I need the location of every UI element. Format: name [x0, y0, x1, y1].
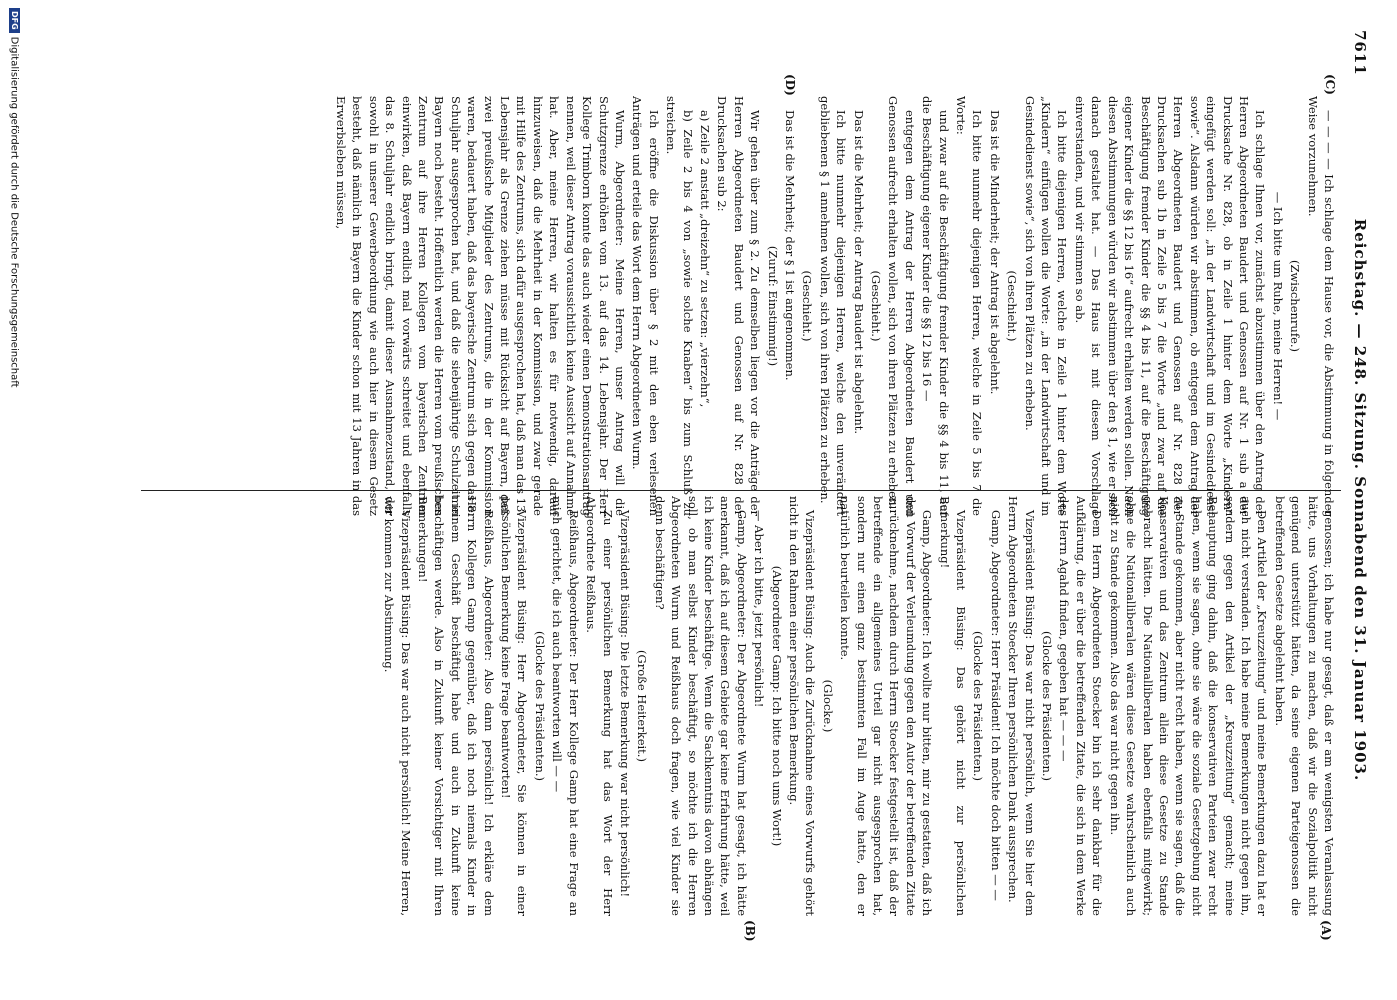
left-column-paragraph: Das ist die Minderheit; der Antrag ist abgelehnt.	[987, 110, 1002, 395]
right-column-paragraph: Gamp, Abgeordneter: Ich wollte nur bitten, mir zu gestatten, daß ich den Vorwurf der Verleumdung gegen den Autor der betreffenden Zitate zurücknehme, nachdem durch Herrn Stoecker festgestellt ist, daß der betreffende ein allgemeines Urteil gar nicht ausgesprochen hat, sondern nur einen ganz bestimmten Fall im Auge hatte, den er natürlich beurteilen konnte.	[838, 496, 935, 916]
right-column-paragraph: Reißhaus, Abgeordneter: Der Herr Kollege Gamp hat eine Frage an mich gerichtet, die ich auch beantworten will — —	[550, 496, 581, 916]
left-column-paragraph: Das ist die Mehrheit; der § 1 ist angenommen.	[783, 110, 797, 381]
right-column-paragraph: (Abgeordneter Gamp: Ich bitte noch ums Wort!)	[769, 565, 784, 847]
right-column-paragraph: Den Artikel der „Kreuzzeitung“ und meine Bemerkungen dazu hat er auch nicht verstanden. Ich habe meine Bemerkungen nicht gegen ihn, sondern gegen den Artikel der „Kreuzzeitung“ gemacht; meine Behauptung ging dahin, daß die konservativen Parteien zwar recht haben, wenn sie sagen, ohne sie wäre die soziale Gesetzgebung nicht zu Stande gekommen, aber nicht recht haben, wenn sie sagen, daß die Konservativen und das Zentrum allein diese Gesetze zu Stande gebracht hätten. Die Nationalliberalen haben ebenfalls mitgewirkt; ohne die Nationalliberalen wären diese Gesetze wahrscheinlich auch nicht zu Stande gekommen. Also das war nicht gegen ihn.	[1107, 496, 1270, 916]
left-column-paragraph: b) Zeile 2 bis 4 von „sowie solche Knaben“ bis zum Schluß zu streichen.	[664, 96, 695, 516]
left-column-paragraph: — Ich bitte um Ruhe, meine Herren! —	[1270, 191, 1285, 421]
left-column-paragraph: Ich bitte nunmehr diejenigen Herren, welche in Zeile 5 bis 7 die Worte:	[954, 96, 985, 516]
right-column-paragraph: Reißhaus, Abgeordneter: Also dann persönlich! Ich erkläre dem Herrn Kollegen Gamp gegenüber, daß ich noch niemals Kinder in meinem Geschäft beschäftigt habe und auch in Zukunft keine beschäftigen werde. Also in Zukunft keiner Vorsichtiger mit Ihren Bemerkungen!	[416, 496, 496, 916]
right-column-paragraph: Vizepräsident Büsing: Das war nicht persönlich, wenn Sie hier dem Herrn Abgeordneten Stoecker Ihren persönlichen Dank aussprechen.	[1006, 496, 1037, 916]
right-column-paragraph: (Glocke des Präsidenten.)	[532, 630, 547, 782]
right-column-paragraph: — Aber ich bitte, jetzt persönlich!	[752, 510, 767, 708]
left-column-paragraph: Wir gehen über zum § 2. Zu demselben liegen vor die Anträge der Herren Abgeordneten Baudert und Genossen auf Nr. 828 der Drucksachen sub 2:	[715, 96, 763, 516]
left-column-paragraph: Ich eröffne die Diskussion über § 2 mit den eben verlesenen Anträgen und erteile das Wort dem Herrn Abgeordneten Wurm.	[630, 96, 661, 516]
right-column-paragraph: (Glocke des Präsidenten.)	[971, 630, 986, 782]
left-column-paragraph: a) Zeile 2 anstatt „dreizehn“ zu setzen: „vierzehn“,	[697, 110, 712, 408]
right-text-column	[157, 496, 1337, 916]
right-column-paragraph: Zu einer persönlichen Bemerkung hat das Wort der Herr Abgeordnete Reißhaus.	[584, 496, 615, 916]
margin-marker-d: (D)	[783, 74, 797, 96]
left-column-paragraph: Das ist die Mehrheit; der Antrag Baudert ist abgelehnt.	[851, 110, 866, 435]
right-column-paragraph: Vizepräsident Büsing: Die letzte Bemerkung war nicht persönlich!	[617, 510, 632, 898]
margin-marker-c: (C)	[1323, 74, 1337, 95]
left-column-paragraph: Ich schlage Ihnen vor, zunächst abzustimmen über den Antrag der Herren Abgeordneten Baudert und Genossen auf Nr. 1 sub a der Drucksache Nr. 828, ob in Zeile 1 hinter dem Worte „Kindern“ eingefügt werden soll: „in der Landwirtschaft und im Gesindedienst sowie“. Alsdann würden wir abstimmen, ob entgegen dem Antrag der Herren Abgeordneten Baudert und Genossen auf Nr. 828 der Drucksachen sub 1b in Zeile 5 bis 7 die Worte „und zwar auf die Beschäftigung fremder Kinder die §§ 4 bis 11, auf die Beschäftigung eigener Kinder die §§ 12 bis 16“ aufrecht erhalten werden sollen. Nach diesen Abstimmungen würden wir abstimmen über den § 1, wie er sich danach gestaltet hat. — Das Haus ist mit diesem Vorschlage einverstanden, und wir stimmen so ab.	[1072, 96, 1268, 516]
left-column-paragraph: (Zwischenrufe.)	[1288, 259, 1303, 353]
left-column-paragraph: (Geschieht.)	[1005, 270, 1020, 342]
left-column-paragraph: Ich bitte nunmehr diejenigen Herren, welche den unverändert gebliebenen § 1 annehmen wollen, sich von ihren Plätzen zu erheben.	[817, 96, 849, 516]
right-column-paragraph: Vizepräsident Büsing: Auch die Zurücknahme eines Vorwurfs gehört nicht in den Rahmen einer persönlichen Bemerkung.	[787, 496, 818, 916]
right-column-paragraph: Gamp, Abgeordneter: Herr Präsident! Ich möchte doch bitten — —	[988, 510, 1003, 901]
left-column-paragraph: (Zuruf: Einstimmig!)	[765, 245, 780, 367]
left-column-paragraph: (Geschieht.)	[869, 270, 884, 342]
right-column-paragraph: (Große Heiterkeit.)	[635, 650, 650, 762]
page-header: Reichstag. — 248. Sitzung. Sonnabend den 31. Januar 1903.	[1351, 218, 1369, 782]
dfg-logo: DFG	[9, 8, 20, 33]
right-column-paragraph: Vizepräsident Büsing: Das gehört nicht zur persönlichen Bemerkung!	[937, 496, 969, 916]
left-column-paragraph: entgegen dem Antrag der Herren Abgeordneten Baudert und Genossen aufrecht erhalten wollen, sich von ihren Plätzen zu erheben.	[886, 96, 917, 516]
right-column-paragraph: Dem Herrn Abgeordneten Stoecker bin ich sehr dankbar für die Aufklärung, die er über die betreffenden Zitate, die sich in dem Werke des Herrn Agahd finden, gegeben hat — — —	[1057, 496, 1105, 916]
right-column-paragraph: (Glocke des Präsidenten.)	[1040, 630, 1055, 782]
margin-marker-a: (A)	[1319, 920, 1333, 941]
left-column-paragraph: (Geschieht.)	[800, 270, 815, 342]
left-column-paragraph: und zwar auf die Beschäftigung fremder Kinder die §§ 4 bis 11, auf die Beschäftigung eigener Kinder die §§ 12 bis 16 —	[920, 96, 951, 516]
left-column-paragraph: Ich bitte diejenigen Herren, welche in Zeile 1 hinter dem Worte „Kindern“ einfügen wollen die Worte: „in der Landwirtschaft und im Gesindedienst sowie“, sich von ihren Plätzen zu erheben.	[1022, 96, 1070, 516]
margin-marker-b: (B)	[743, 920, 757, 942]
column-divider	[141, 490, 1341, 491]
right-column-paragraph: Vizepräsident Büsing: Das war auch nicht persönlich! Meine Herren, wir kommen zur Abstimmung.	[382, 496, 413, 916]
left-column-paragraph: — — — — Ich schlage dem Hause vor, die Abstimmung in folgender Weise vorzunehmen.	[1305, 96, 1336, 516]
left-text-column	[157, 96, 1337, 516]
right-column-paragraph: (Glocke.)	[820, 679, 835, 733]
left-column-paragraph: Wurm, Abgeordneter: Meine Herren, unser Antrag will die Schutzgrenze erhöhen vom 13. auf das 14. Lebensjahr. Der Herr Kollege Trimborn konnte das auch wieder einen Demonstrationsantrag nennen, weil dieser Antrag voraussichtlich keine Aussicht auf Annahme hat. Aber, meine Herren, wir halten es für notwendig, darauf hinzuweisen, daß die Mehrheit in der Kommission, und zwar gerade mit Hilfe des Zentrums, sich dafür ausgesprochen hat, daß man das 13. Lebensjahr als Grenze ziehen müsse mit Rücksicht auf Bayern, daß zwei preußische Mitglieder des Zentrums, die in der Kommission waren, bedauert haben, daß das bayerische Zentrum sich gegen das 8. Schuljahr ausgesprochen hat, und daß die siebenjährige Schulzeit in Bayern noch besteht. Hoffentlich werden die Herren vom preußischen Zentrum auf ihre Herren Kollegen vom bayerischen Zentrum einwirken, daß Bayern endlich mal vorwärts schreitet und ebenfalls das 8. Schuljahr endlich bringt, damit dieser Ausnahmezustand, der sowohl in unserer Gewerbeordnung wie auch hier in diesem Gesetz besteht, daß nämlich in Bayern die Kinder schon mit 13 Jahren in das Erwerbsleben müssen,	[334, 96, 627, 516]
right-column-paragraph: Gamp, Abgeordneter: Der Abgeordnete Wurm hat gesagt, ich hätte anerkannt, daß ich auf diesem Gebiete gar keine Erfahrung hätte, weil ich keine Kinder beschäftige. Wenn die Sachkenntnis davon abhängen soll, ob man selbst Kinder beschäftigt, so möchte ich die Herren Abgeordneten Wurm und Reißhaus doch fragen, wie viel Kinder sie denn beschäftigen?	[652, 496, 749, 916]
credit-text: Digitalisierung gefördert durch die Deutsche Forschungsgemeinschaft	[8, 36, 20, 388]
digitization-credit	[9, 8, 21, 988]
right-column-paragraph: genossen; ich habe nur gesagt, daß er am wenigsten Veranlassung hätte, uns Vorhaltungen zu machen, daß wir die Sozialpolitik nicht genügend unterstützt hätten, da seine eigenen Parteigenossen die betreffenden Gesetze abgelehnt haben.	[1272, 496, 1336, 916]
page-number: 7611	[1351, 30, 1369, 76]
right-column-paragraph: Vizepräsident Büsing: Herr Abgeordneter, Sie können in einer persönlichen Bemerkung keine Frage beantworten!	[499, 496, 530, 916]
